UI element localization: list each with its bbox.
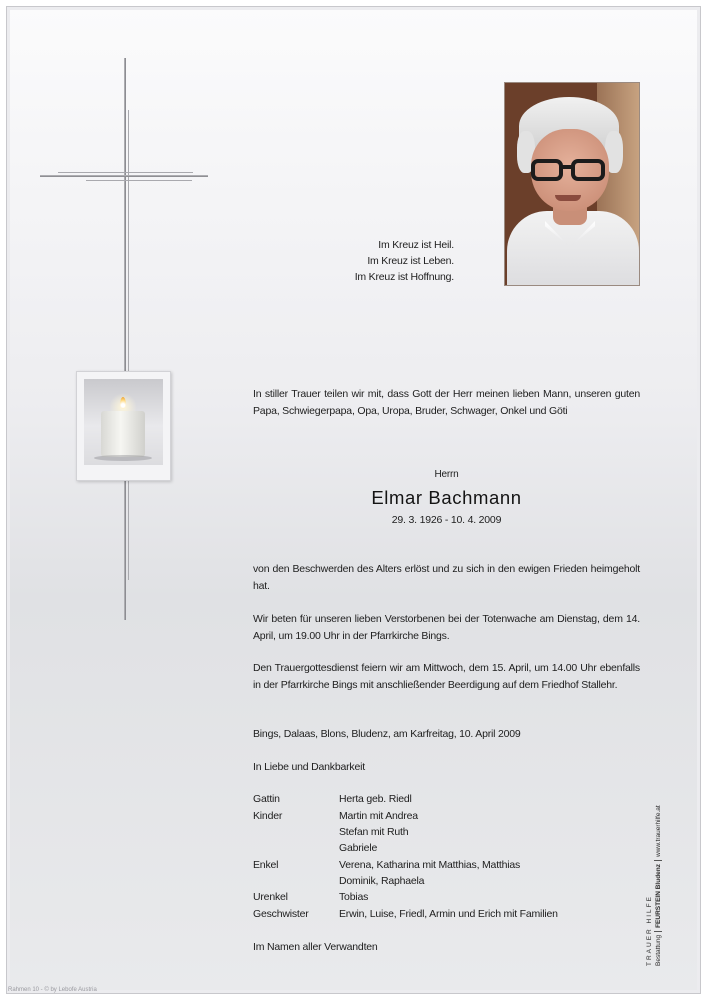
closing-line: Im Namen aller Verwandten: [253, 941, 378, 953]
paragraph: von den Beschwerden des Alters erlöst und zu sich in den ewigen Frieden heimgeholt hat.: [253, 563, 640, 592]
imprint-sub: Bestattung: [655, 934, 662, 966]
cross-horizontal-line: [86, 180, 192, 181]
salutation: Herrn: [434, 469, 459, 480]
portrait-photo: [504, 82, 640, 286]
footer-credit: Rahmen 10 - © by Lebofe Austria: [8, 987, 97, 993]
imprint-brand: TRAUER HILFE: [646, 895, 653, 966]
candle-flame-icon: [120, 397, 126, 409]
family-label: Enkel: [253, 859, 279, 871]
paragraph: Wir beten für unseren lieben Verstorbenen bei der Totenwache am Dienstag, dem 14. April, um 19.00 Uhr in der Pfarrkirche Bings.: [253, 613, 640, 642]
family-label: Urenkel: [253, 891, 288, 903]
family-label: Geschwister: [253, 908, 309, 920]
funeral-home-imprint: [645, 805, 663, 966]
paragraph: Den Trauergottesdienst feiern wir am Mittwoch, dem 15. April, um 14.00 Uhr ebenfalls in der Pfarrkirche Bings mit anschließender Beerdigung auf dem Friedhof Stallehr.: [253, 662, 640, 691]
quote-line: Im Kreuz ist Hoffnung.: [354, 271, 454, 283]
imprint-web: www.trauerhilfe.at: [655, 805, 662, 857]
imprint-address: FEURSTEIN Bludenz: [655, 864, 662, 928]
family-label: Kinder: [253, 810, 283, 822]
life-dates: 29. 3. 1926 - 10. 4. 2009: [391, 514, 502, 526]
cross-vertical-bar: [124, 58, 126, 620]
family-name: Gabriele: [339, 842, 378, 854]
family-label: Gattin: [253, 793, 280, 805]
quote-line: Im Kreuz ist Leben.: [367, 255, 454, 267]
paragraph: Bings, Dalaas, Blons, Bludenz, am Karfreitag, 10. April 2009: [253, 728, 521, 740]
intro-text: In stiller Trauer teilen wir mit, dass Gott der Herr meinen lieben Mann, unseren guten Papa, Schwiegerpapa, Opa, Uropa, Bruder, Schwager, Onkel und Göti: [253, 388, 640, 417]
cross-horizontal-line: [58, 172, 193, 173]
cross-horizontal-bar: [40, 175, 208, 177]
family-name: Martin mit Andrea: [339, 810, 418, 822]
gratitude-line: In Liebe und Dankbarkeit: [253, 761, 365, 773]
deceased-name: Elmar Bachmann: [371, 487, 522, 508]
family-name: Erwin, Luise, Friedl, Armin und Erich mit Familien: [339, 908, 558, 920]
family-name: Herta geb. Riedl: [339, 793, 412, 805]
family-name: Dominik, Raphaela: [339, 875, 425, 887]
family-name: Stefan mit Ruth: [339, 826, 409, 838]
quote-line: Im Kreuz ist Heil.: [378, 239, 454, 251]
family-name: Tobias: [339, 891, 369, 903]
family-name: Verena, Katharina mit Matthias, Matthias: [339, 859, 521, 871]
candle-image: [76, 371, 171, 481]
